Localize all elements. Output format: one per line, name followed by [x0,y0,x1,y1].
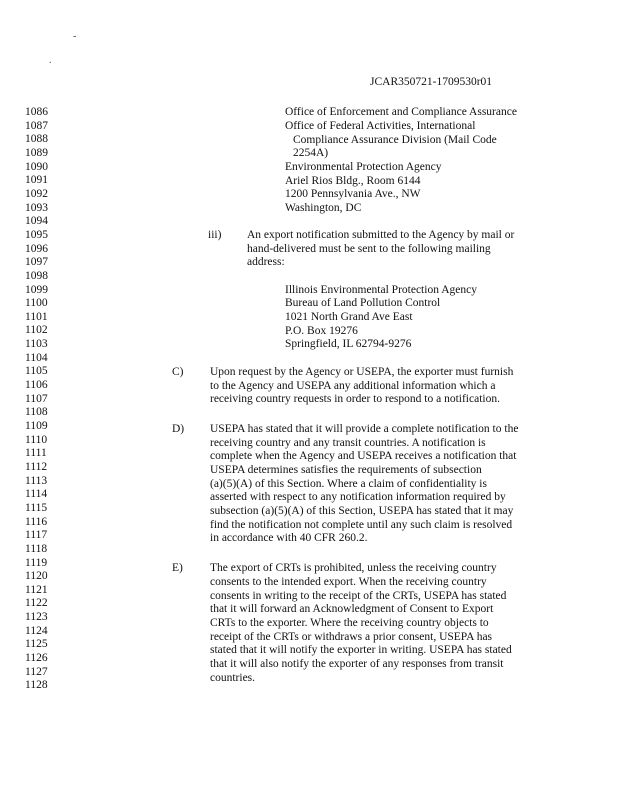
paragraph-line: in accordance with 40 CFR 260.2. [210,532,368,544]
line-number: 1117 [25,529,48,542]
line-number: 1122 [25,597,48,610]
line-number: 1098 [25,269,48,282]
paragraph-line: receiving country and any transit countries. A notification is [210,437,486,449]
line-number: 1112 [25,460,48,473]
corner-mark: - [73,31,77,42]
paragraph-line: to the Agency and USEPA any additional information which a [210,380,496,392]
line-number: 1087 [25,119,48,132]
paragraph-line: find the notification not complete until any such claim is resolved [210,519,513,531]
paragraph-line: USEPA determines satisfies the requirements of subsection [210,464,482,476]
line-number: 1116 [25,515,48,528]
line-number: 1088 [25,133,48,146]
corner-mark: . [49,55,52,66]
document-id-header: JCAR350721-1709530r01 [370,76,493,88]
line-number: 1114 [25,488,48,501]
line-number: 1125 [25,638,48,651]
line-number: 1106 [25,379,48,391]
line-number: 1105 [25,365,48,378]
line-number: 1128 [25,679,48,692]
paragraph-line: address: [247,256,285,268]
address-line: P.O. Box 19276 [285,325,358,337]
line-number: 1093 [25,201,48,214]
line-number: 1110 [25,433,48,446]
line-number: 1113 [25,474,48,487]
line-number: 1104 [25,351,48,364]
line-number: 1091 [25,174,48,187]
subsection-label: C) [172,366,184,378]
line-number: 1100 [25,297,48,310]
paragraph-line: The export of CRTs is prohibited, unless the receiving country [210,562,497,574]
paragraph-line: USEPA has stated that it will provide a complete notification to the [210,423,519,435]
line-number: 1115 [25,501,48,514]
subsection-label: D) [172,423,185,435]
line-number: 1096 [25,242,48,255]
line-number: 1123 [25,611,48,623]
line-number: 1107 [25,392,48,405]
address-line: 1200 Pennsylvania Ave., NW [285,188,421,200]
line-number: 1127 [25,665,48,678]
paragraph-line: asserted with respect to any notification information required by [210,491,506,503]
line-number: 1089 [25,146,48,159]
line-number: 1097 [25,256,48,269]
paragraph-line: subsection (a)(5)(A) of this Section, USEPA has stated that it may [210,505,514,517]
line-number: 1124 [25,624,48,637]
paragraph-line: stated that it will notify the exporter in writing. USEPA has stated [210,644,512,656]
address-line: Bureau of Land Pollution Control [285,297,441,309]
line-number: 1090 [25,160,48,173]
paragraph-line: that it will forward an Acknowledgment of Consent to Export [210,603,494,615]
subsection-label: iii) [208,229,222,241]
paragraph-line: that it will also notify the exporter of any responses from transit [210,658,504,670]
line-number: 1086 [25,106,48,118]
paragraph-line: (a)(5)(A) of this Section. Where a claim of confidentiality is [210,478,487,490]
line-number: 1099 [25,283,48,296]
line-number: 1102 [25,324,48,337]
line-number: 1095 [25,228,48,241]
paragraph-line: consents to the intended export. When the receiving country [210,576,487,588]
paragraph-line: countries. [210,672,256,684]
line-number: 1118 [25,542,48,555]
line-number: 1092 [25,187,48,200]
address-line: Illinois Environmental Protection Agency [285,284,477,296]
paragraph-line: Upon request by the Agency or USEPA, the exporter must furnish [210,366,514,378]
line-number: 1126 [25,652,48,664]
address-line: Springfield, IL 62794-9276 [285,338,412,350]
paragraph-line: receipt of the CRTs or withdraws a prior consent, USEPA has [210,631,493,643]
line-number: 1121 [25,583,48,596]
line-number: 1119 [25,556,48,569]
paragraph-line: An export notification submitted to the Agency by mail or [247,229,515,241]
line-number: 1111 [25,447,47,460]
address-line: Compliance Assurance Division (Mail Code [293,134,497,146]
subsection-label: E) [172,562,183,574]
paragraph-line: hand-delivered must be sent to the following mailing [247,243,491,255]
line-number: 1094 [25,215,48,228]
line-number: 1103 [25,338,48,351]
paragraph-line: complete when the Agency and USEPA receives a notification that [210,450,517,462]
line-number: 1101 [25,310,48,323]
line-number: 1109 [25,419,48,432]
paragraph-line: CRTs to the exporter. Where the receiving country objects to [210,617,489,629]
address-line: Washington, DC [285,202,362,214]
line-number: 1108 [25,406,48,419]
address-line: Office of Enforcement and Compliance Assurance [285,106,517,118]
address-line: 2254A) [293,147,329,159]
line-number: 1120 [25,570,48,583]
address-line: Office of Federal Activities, International [285,120,476,132]
address-line: Environmental Protection Agency [285,161,442,173]
address-line: 1021 North Grand Ave East [285,311,413,323]
paragraph-line: receiving country requests in order to respond to a notification. [210,393,500,405]
address-line: Ariel Rios Bldg., Room 6144 [285,175,421,187]
paragraph-line: consents in writing to the receipt of the CRTs, USEPA has stated [210,590,507,602]
